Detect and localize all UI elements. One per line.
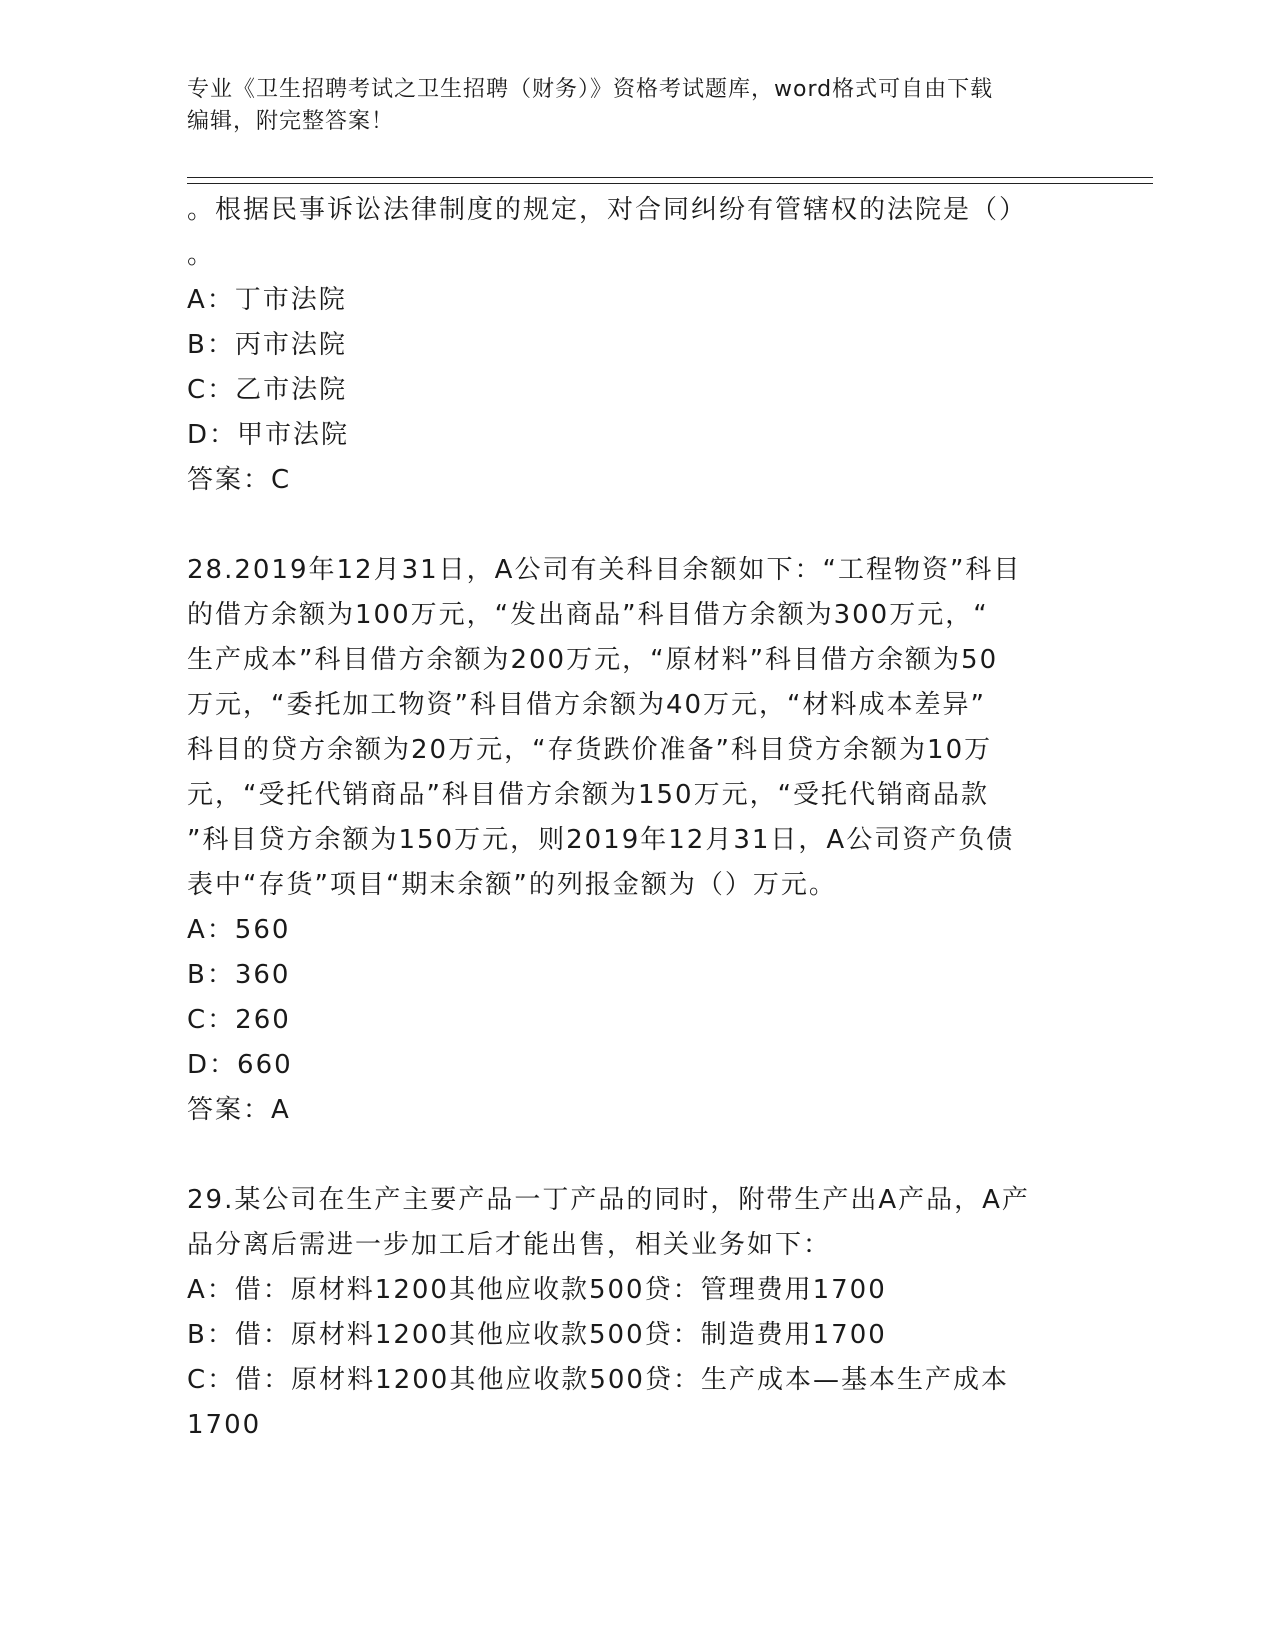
option-a: A：丁市法院 <box>187 285 347 315</box>
question-stem-line: 28.2019年12月31日，A公司有关科目余额如下：“工程物资”科目 <box>187 555 1022 585</box>
answer-line: 答案：A <box>187 1095 291 1125</box>
option-c: C：乙市法院 <box>187 375 348 405</box>
question-stem-line: 。根据民事诉讼法律制度的规定，对合同纠纷有管辖权的法院是（） <box>187 195 1028 225</box>
header-line-2: 编辑，附完整答案！ <box>187 109 395 134</box>
question-29 <box>187 1178 1087 1448</box>
question-stem-line: ”科目贷方余额为150万元，则2019年12月31日，A公司资产负债 <box>187 825 1015 855</box>
question-stem-line: 生产成本”科目借方余额为200万元，“原材料”科目借方余额为50 <box>187 645 999 675</box>
option-b: B：丙市法院 <box>187 330 347 360</box>
question-stem-line: 29.某公司在生产主要产品一丁产品的同时，附带生产出A产品，A产 <box>187 1185 1030 1215</box>
question-stem-line: 科目的贷方余额为20万元，“存货跌价准备”科目贷方余额为10万 <box>187 735 993 765</box>
option-b: B：360 <box>187 960 291 990</box>
question-stem-line: 。 <box>187 240 216 270</box>
question-stem-line: 品分离后需进一步加工后才能出售，相关业务如下： <box>187 1230 832 1260</box>
option-c: C：260 <box>187 1005 291 1035</box>
option-a: A：560 <box>187 915 291 945</box>
question-stem-line: 万元，“委托加工物资”科目借方余额为40万元，“材料成本差异” <box>187 690 986 720</box>
question-stem-line: 表中“存货”项目“期末余额”的列报金额为（）万元。 <box>187 870 837 900</box>
option-a: A：借：原材料1200其他应收款500贷：管理费用1700 <box>187 1275 887 1305</box>
question-stem-line: 元，“受托代销商品”科目借方余额为150万元，“受托代销商品款 <box>187 780 990 810</box>
header-divider-top <box>187 177 1153 178</box>
header-line-1: 专业《卫生招聘考试之卫生招聘（财务）》资格考试题库，word格式可自由下载 <box>187 77 994 102</box>
page-header <box>187 74 1067 138</box>
option-d: D：甲市法院 <box>187 420 350 450</box>
question-stem-line: 的借方余额为100万元，“发出商品”科目借方余额为300万元，“ <box>187 600 989 630</box>
question-spacer <box>187 1133 1087 1178</box>
option-b: B：借：原材料1200其他应收款500贷：制造费用1700 <box>187 1320 887 1350</box>
question-spacer <box>187 503 1087 548</box>
option-c: C：借：原材料1200其他应收款500贷：生产成本—基本生产成本 <box>187 1365 1009 1395</box>
answer-line: 答案：C <box>187 465 292 495</box>
document-body <box>187 188 1087 1448</box>
option-c-continued: 1700 <box>187 1410 262 1440</box>
question-27 <box>187 188 1087 503</box>
question-28 <box>187 548 1087 1133</box>
option-d: D：660 <box>187 1050 293 1080</box>
header-divider-bottom <box>187 183 1153 184</box>
